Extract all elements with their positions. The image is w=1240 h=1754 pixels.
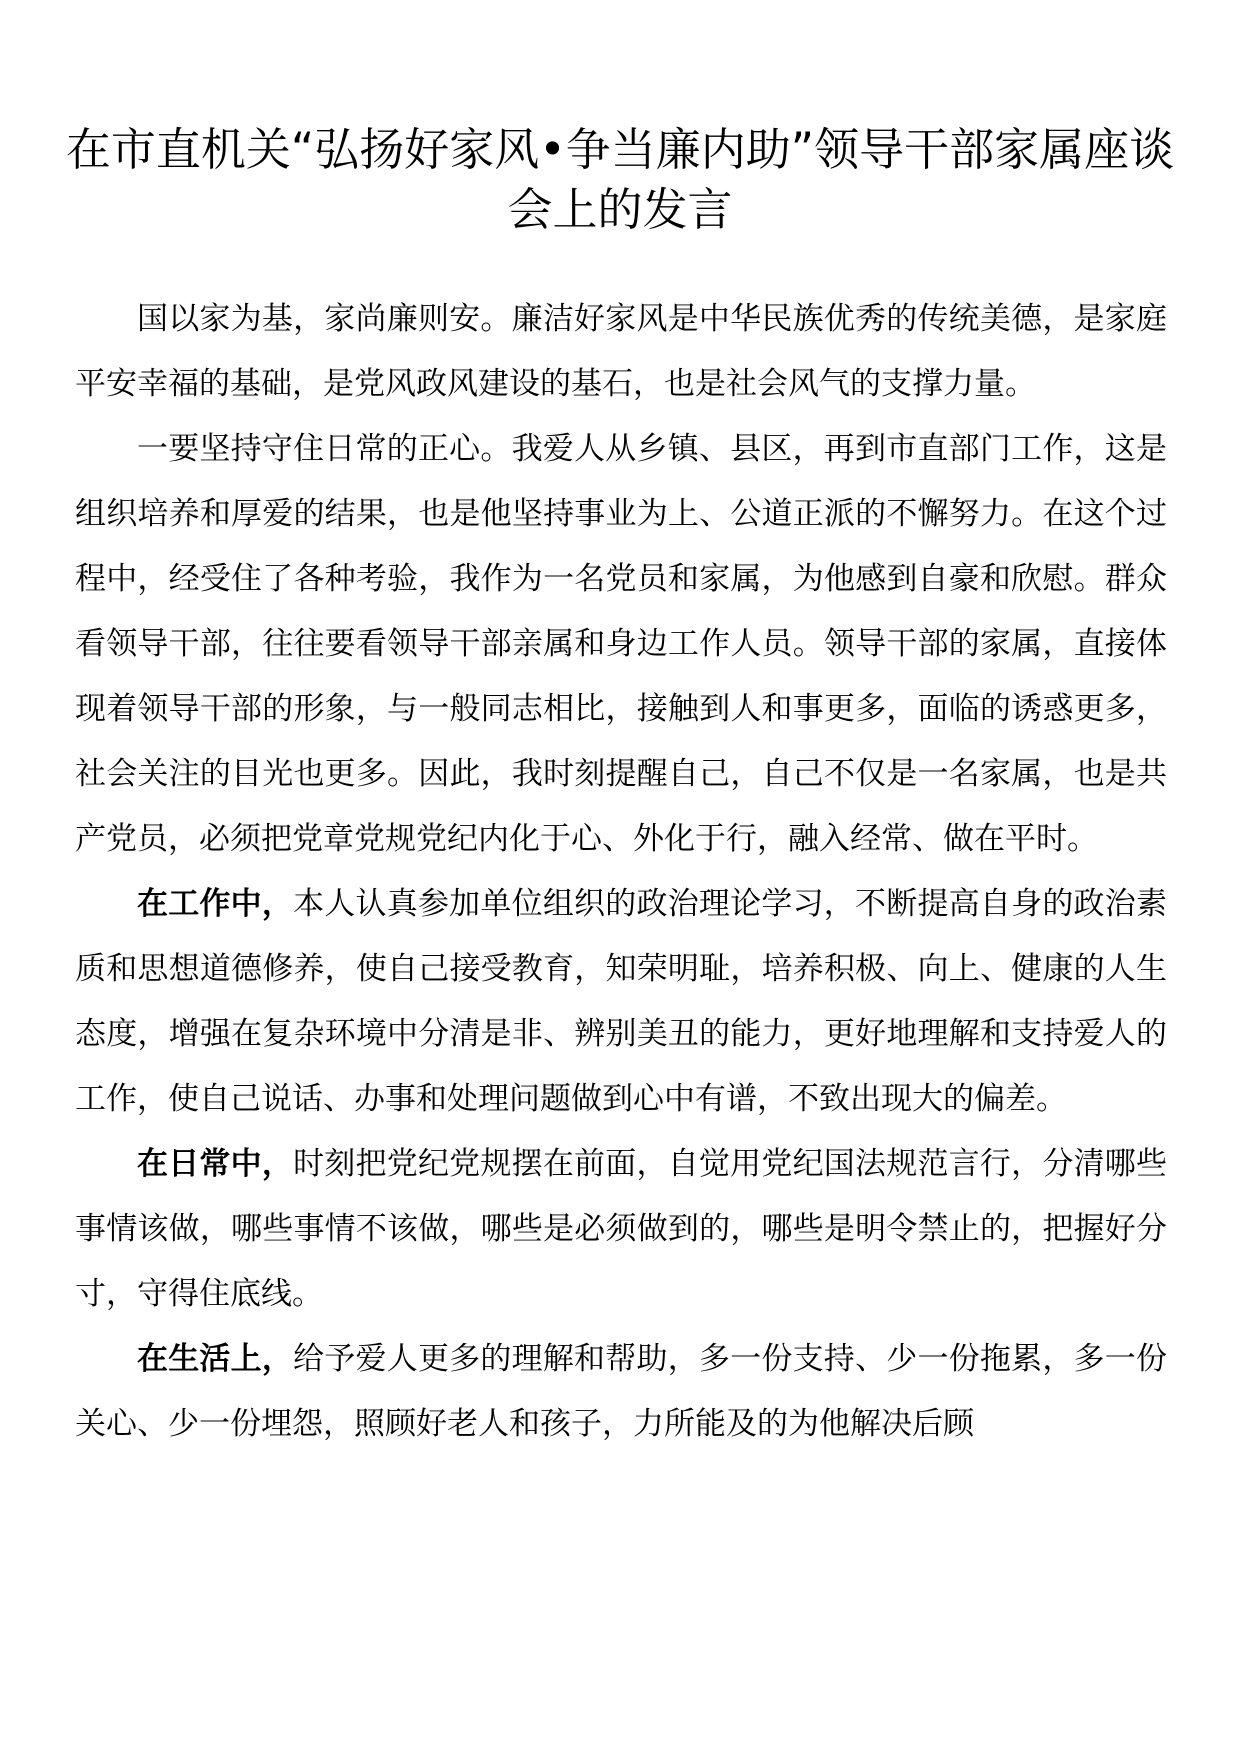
- paragraph-lead-daily: 在日常中，: [137, 1146, 294, 1182]
- paragraph-daily: [75, 1132, 1167, 1327]
- paragraph-at-work: [75, 872, 1167, 1132]
- paragraph-text: 一要坚持守住日常的正心。我爱人从乡镇、县区，再到市直部门工作，这是组织培养和厚爱的结果，也是他坚持事业为上、公道正派的不懈努力。在这个过程中，经受住了各种考验，我作为一名党员和家属，为他感到自豪和欣慰。群众看领导干部，往往要看领导干部亲属和身边工作人员。领导干部的家属，直接体现着领导干部的形象，与一般同志相比，接触到人和事更多，面临的诱惑更多，社会关注的目光也更多。因此，我时刻提醒自己，自己不仅是一名家属，也是共产党员，必须把党章党规党纪内化于心、外化于行，融入经常、做在平时。: [75, 431, 1167, 857]
- paragraph-text: 本人认真参加单位组织的政治理论学习，不断提高自身的政治素质和思想道德修养，使自己接受教育，知荣明耻，培养积极、向上、健康的人生态度，增强在复杂环境中分清是非、辨别美丑的能力，更好地理解和支持爱人的工作，使自己说话、办事和处理问题做到心中有谱，不致出现大的偏差。: [75, 886, 1167, 1117]
- paragraph-lead-life: 在生活上，: [137, 1341, 294, 1377]
- paragraph-lead-at-work: 在工作中，: [137, 886, 294, 922]
- document-title: 在市直机关“弘扬好家风•争当廉内助”领导干部家属座谈会上的发言: [65, 123, 1175, 236]
- paragraph-intro: [75, 287, 1167, 417]
- paragraph-text: 给予爱人更多的理解和帮助，多一份支持、少一份拖累，多一份关心、少一份埋怨，照顾好老人和孩子，力所能及的为他解决后顾: [75, 1341, 1167, 1442]
- paragraph-text: 国以家为基，家尚廉则安。廉洁好家风是中华民族优秀的传统美德，是家庭平安幸福的基础，是党风政风建设的基石，也是社会风气的支撑力量。: [75, 301, 1167, 402]
- document-body: [75, 287, 1167, 1457]
- paragraph-life: [75, 1327, 1167, 1457]
- paragraph-text: 时刻把党纪党规摆在前面，自觉用党纪国法规范言行，分清哪些事情该做，哪些事情不该做，哪些是必须做到的，哪些是明令禁止的，把握好分寸，守得住底线。: [75, 1146, 1167, 1312]
- paragraph-point-one: [75, 417, 1167, 872]
